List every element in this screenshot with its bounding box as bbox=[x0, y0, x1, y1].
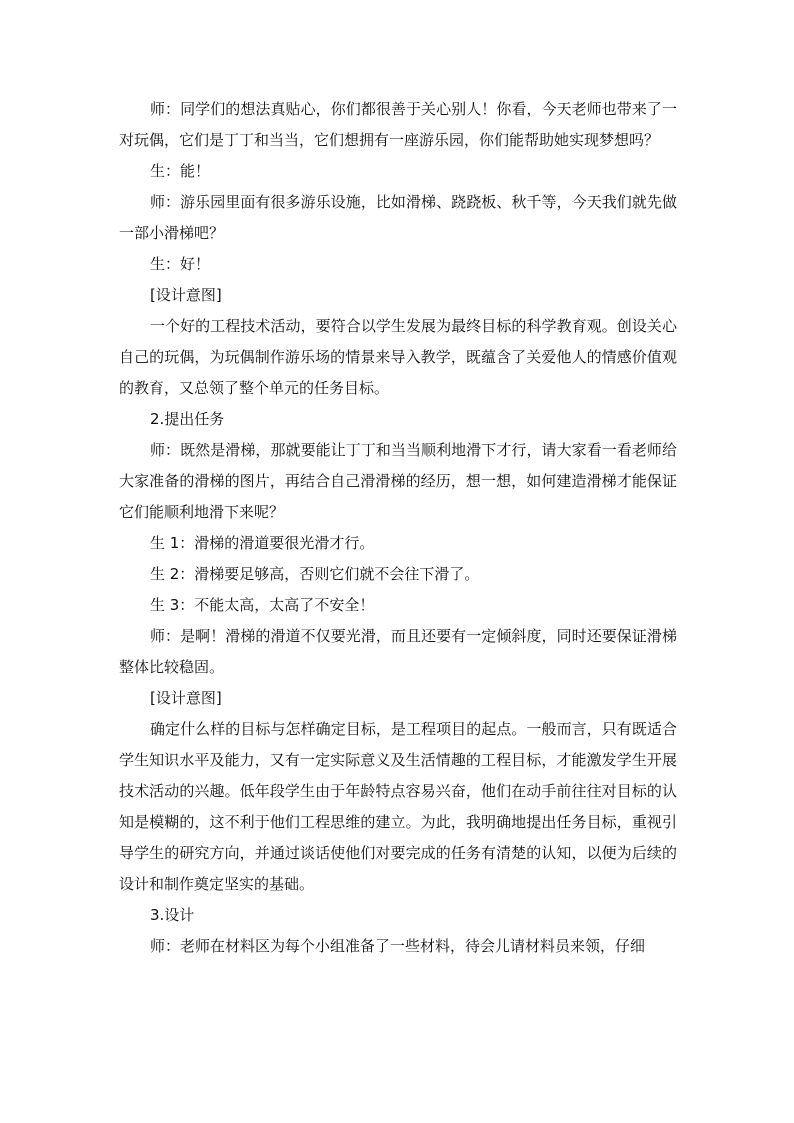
paragraph-teacher-dolls: 师：同学们的想法真贴心，你们都很善于关心别人！你看，今天老师也带来了一对玩偶，它们是丁丁和当当，它们想拥有一座游乐园，你们能帮助她实现梦想吗？ bbox=[119, 100, 677, 149]
design-intent-heading-2: [设计意图] bbox=[150, 689, 222, 707]
paragraph-student-2: 生 2：滑梯要足够高，否则它们就不会往下滑了。 bbox=[150, 565, 480, 583]
paragraph-design-intent-2: 确定什么样的目标与怎样确定目标，是工程项目的起点。一般而言，只有既适合学生知识水平及能力，又有一定实际意义及生活情趣的工程目标，才能激发学生开展技术活动的兴趣。低年段学生由于年龄特点容易兴奋，他们在动手前往往对目标的认知是模糊的，这不利于他们工程思维的建立。为此，我明确地提出任务目标，重视引导学生的研究方向，并通过谈话使他们对要完成的任务有清楚的认知，以便为后续的设计和制作奠定坚实的基础。 bbox=[119, 720, 677, 893]
paragraph-teacher-task: 师：既然是滑梯，那就要能让丁丁和当当顺利地滑下才行，请大家看一看老师给大家准备的滑梯的图片，再结合自己滑滑梯的经历，想一想，如何建造滑梯才能保证它们能顺利地滑下来呢？ bbox=[119, 441, 677, 521]
document-body bbox=[119, 94, 677, 962]
section-heading-design: 3.设计 bbox=[150, 906, 195, 924]
paragraph-teacher-materials: 师：老师在材料区为每个小组准备了一些材料，待会儿请材料员来领，仔细 bbox=[150, 937, 646, 955]
paragraph-student-3: 生 3：不能太高，太高了不安全！ bbox=[150, 596, 375, 614]
paragraph-student-yes: 生：能！ bbox=[150, 162, 211, 180]
design-intent-heading-1: [设计意图] bbox=[150, 286, 222, 304]
paragraph-student-ok: 生：好！ bbox=[150, 255, 211, 273]
paragraph-teacher-summary: 师：是啊！滑梯的滑道不仅要光滑，而且还要有一定倾斜度，同时还要保证滑梯整体比较稳固。 bbox=[119, 627, 677, 676]
section-heading-task: 2.提出任务 bbox=[150, 410, 225, 428]
paragraph-design-intent-1: 一个好的工程技术活动，要符合以学生发展为最终目标的科学教育观。创设关心自己的玩偶，为玩偶制作游乐场的情景来导入教学，既蕴含了关爱他人的情感价值观的教育，又总领了整个单元的任务目标。 bbox=[119, 317, 677, 397]
paragraph-teacher-slide: 师：游乐园里面有很多游乐设施，比如滑梯、跷跷板、秋千等，今天我们就先做一部小滑梯吧？ bbox=[119, 193, 677, 242]
paragraph-student-1: 生 1：滑梯的滑道要很光滑才行。 bbox=[150, 534, 375, 552]
